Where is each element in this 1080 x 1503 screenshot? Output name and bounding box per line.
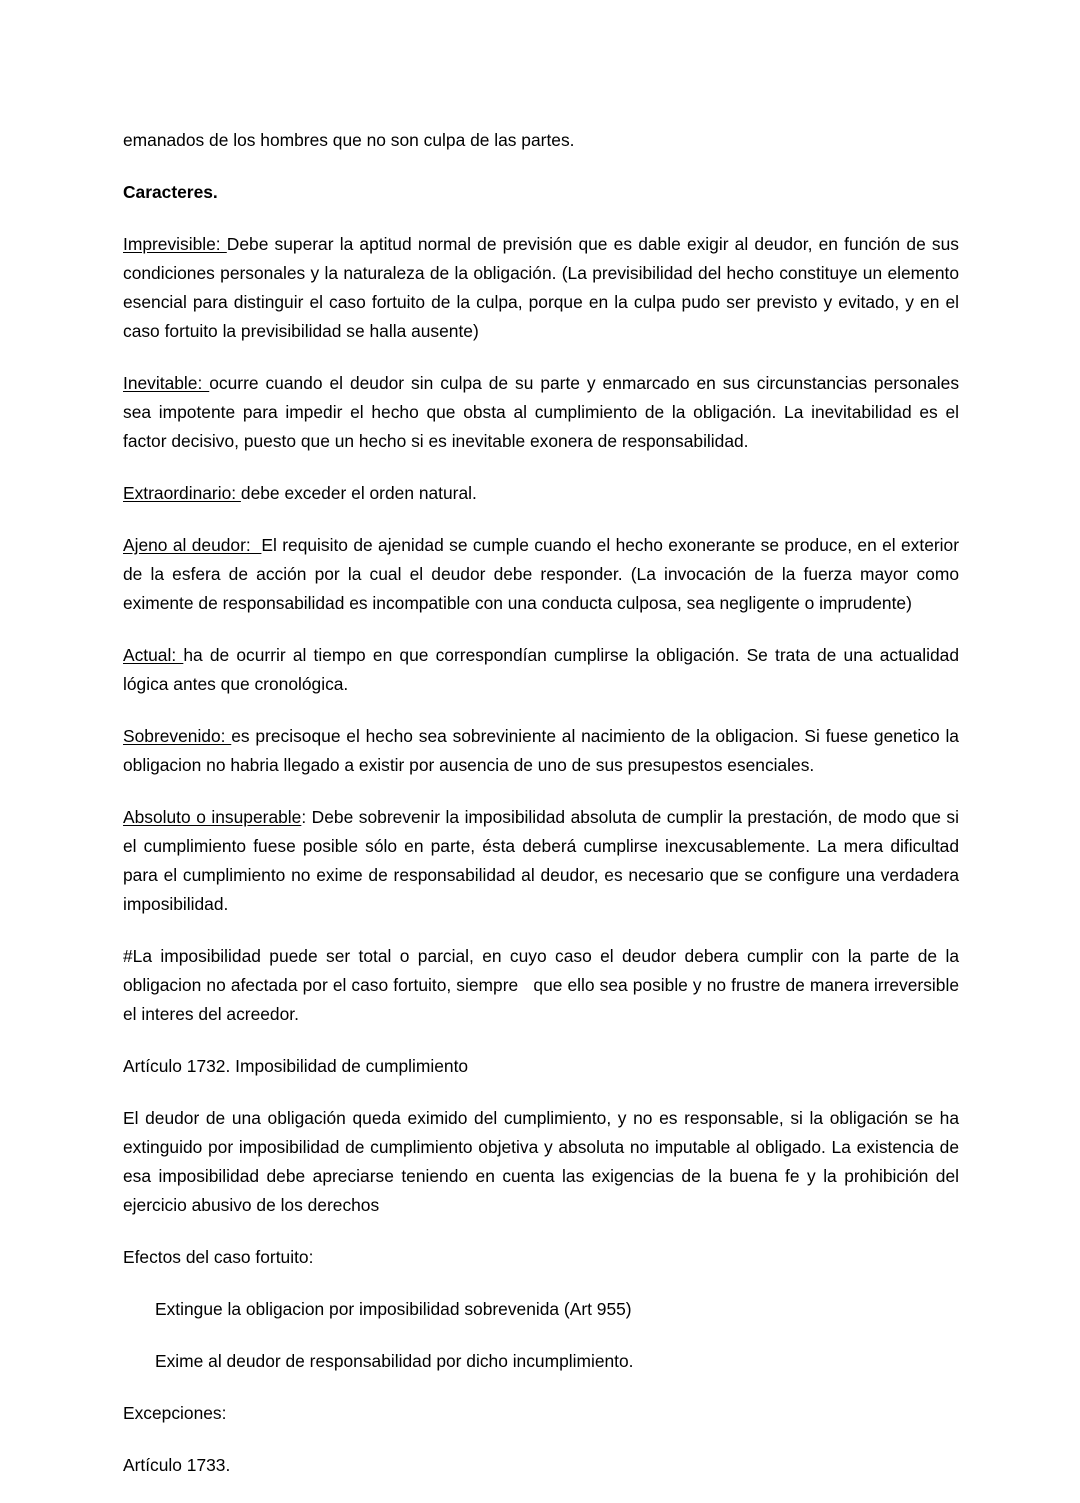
effect-item: Exime al deudor de responsabilidad por dicho incumplimiento. xyxy=(155,1351,634,1371)
characteristic-text: : Debe sobrevenir la imposibilidad absoluta de cumplir la prestación, de modo que si el cumplimiento fuese posible sólo en parte, ésta deberá cumplirse inexcusablemente. La mera dificultad para el cumplimiento no exime de responsabilidad al deudor, es necesario que se configure una verdadera imposibilidad. xyxy=(123,807,964,914)
document-body xyxy=(123,126,964,1503)
characteristic-text: Debe superar la aptitud normal de previsión que es dable exigir al deudor, en función de sus condiciones personales y la naturaleza de la obligación. (La previsibilidad del hecho constituye un elemento esencial para distinguir el caso fortuito de la culpa, porque en la culpa pudo ser previsto y evitado, y en el caso fortuito la previsibilidad se halla ausente) xyxy=(123,234,964,341)
characteristic-text: es precisoque el hecho sea sobreviniente al nacimiento de la obligacion. Si fuese genetico la obligacion no habria llegado a existir por ausencia de uno de sus presupestos esenciales. xyxy=(123,726,964,775)
characteristic-term: Imprevisible: xyxy=(123,234,227,254)
effect-item: Extingue la obligacion por imposibilidad sobrevenida (Art 955) xyxy=(155,1299,632,1319)
characteristic-absoluto-o-insuperable xyxy=(123,803,964,919)
characteristic-text: ocurre cuando el deudor sin culpa de su parte y enmarcado en sus circunstancias personales sea impotente para impedir el hecho que obsta al cumplimiento de la obligación. La inevitabilidad es el factor decisivo, puesto que un hecho si es inevitable exonera de responsabilidad. xyxy=(123,373,964,451)
characteristic-term: Ajeno al deudor: xyxy=(123,535,262,555)
characteristic-sobrevenido xyxy=(123,722,964,780)
characteristic-term: Actual: xyxy=(123,645,184,665)
effects-label: Efectos del caso fortuito: xyxy=(123,1247,314,1267)
characteristic-extraordinario xyxy=(123,479,959,508)
article-1732-title: Artículo 1732. Imposibilidad de cumplimiento xyxy=(123,1056,469,1076)
article-1733-title: Artículo 1733. xyxy=(123,1455,231,1475)
characteristic-ajeno-al-deudor xyxy=(123,531,964,618)
characteristic-term: Inevitable: xyxy=(123,373,210,393)
characteristic-term: Absoluto o insuperable xyxy=(123,807,302,827)
paragraph-continuation: emanados de los hombres que no son culpa de las partes. xyxy=(123,130,575,150)
section-heading-caracteres: Caracteres. xyxy=(123,182,218,202)
characteristic-text: El requisito de ajenidad se cumple cuando el hecho exonerante se produce, en el exterior de la esfera de acción por la cual el deudor debe responder. (La invocación de la fuerza mayor como eximente de responsabilidad es incompatible con una conducta culposa, sea negligente o imprudente) xyxy=(123,535,964,613)
characteristic-term: Extraordinario: xyxy=(123,483,241,503)
exceptions-label: Excepciones: xyxy=(123,1403,227,1423)
characteristic-term: Sobrevenido: xyxy=(123,726,232,746)
note-partial-impossibility: #La imposibilidad puede ser total o parcial, en cuyo caso el deudor debera cumplir con la parte de la obligacion no afectada por el caso fortuito, siempre que ello sea posible y no frustre de manera irreversible el interes del acreedor. xyxy=(123,946,964,1024)
characteristic-text: debe exceder el orden natural. xyxy=(240,483,477,503)
characteristic-inevitable xyxy=(123,369,964,456)
characteristic-actual xyxy=(123,641,964,699)
characteristic-text: ha de ocurrir al tiempo en que correspondían cumplirse la obligación. Se trata de una actualidad lógica antes que cronológica. xyxy=(123,645,964,694)
characteristic-imprevisible xyxy=(123,230,964,346)
article-1732-text: El deudor de una obligación queda eximido del cumplimiento, y no es responsable, si la obligación se ha extinguido por imposibilidad de cumplimiento objetiva y absoluta no imputable al obligado. La existencia de esa imposibilidad debe apreciarse teniendo en cuenta las exigencias de la buena fe y la prohibición del ejercicio abusivo de los derechos xyxy=(123,1108,964,1215)
